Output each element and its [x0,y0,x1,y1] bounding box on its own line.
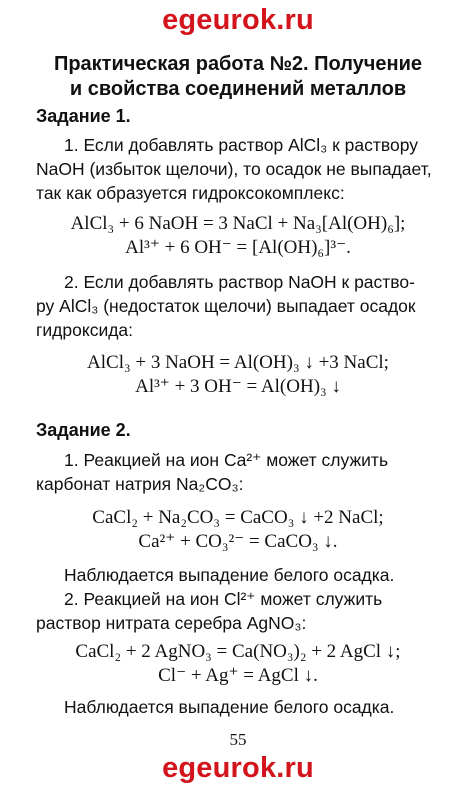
equation-line: Al³⁺ + 6 OH⁻ = [Al(OH)₆]³⁻. [125,237,351,258]
page-number: 55 [229,730,247,749]
task-1-equation-1 [0,212,476,260]
task-1-paragraph-1 [36,133,446,205]
paragraph-line: Наблюдается выпадение белого осадка. [64,565,395,585]
paragraph-line: 2. Реакцией на ион Cl²⁺ может служить [64,589,383,609]
paragraph-line: ру AlCl₃ (недостаток щелочи) выпадает осадок [36,296,416,316]
site-watermark-bottom: egeurok.ru [162,752,314,784]
equation-line: CaCl₂ + 2 AgNO₃ = Ca(NO₃)₂ + 2 AgCl ↓; [75,641,401,662]
task-2-paragraph-1 [36,448,446,496]
equation-line: AlCl₃ + 3 NaOH = Al(OH)₃ ↓ +3 NaCl; [87,352,389,373]
paragraph-line: NaOH (избыток щелочи), то осадок не выпадает, [36,159,432,179]
task-2-observation-2 [36,695,446,719]
paragraph-line: раствор нитрата серебра AgNO₃: [36,613,307,633]
task-1-equation-2 [0,351,476,399]
title-line-1: Практическая работа №2. Получение [53,53,423,75]
equation-line: Cl⁻ + Ag⁺ = AgCl ↓. [158,665,318,686]
site-watermark-top: egeurok.ru [162,4,314,36]
paragraph-line: гидроксида: [36,320,134,340]
equation-line: AlCl₃ + 6 NaOH = 3 NaCl + Na₃[Al(OH)₆]; [70,213,406,234]
equation-line: Ca²⁺ + CO₃²⁻ = CaCO₃ ↓. [138,531,338,552]
title-line-2: и свойства соединений металлов [69,78,407,100]
task-1-paragraph-2 [36,270,446,342]
task-1-heading: Задание 1. [36,106,131,126]
paragraph-line: 1. Если добавлять раствор AlCl₃ к раствору [64,135,419,155]
paragraph-line: 1. Реакцией на ион Ca²⁺ может служить [64,450,389,470]
page-title [0,52,476,102]
equation-line: Al³⁺ + 3 OH⁻ = Al(OH)₃ ↓ [135,376,341,397]
task-2-paragraph-2 [36,587,446,635]
equation-line: CaCl₂ + Na₂CO₃ = CaCO₃ ↓ +2 NaCl; [92,507,384,528]
paragraph-line: так как образуется гидроксокомплекс: [36,183,345,203]
paragraph-line: Наблюдается выпадение белого осадка. [64,697,395,717]
task-2-heading: Задание 2. [36,420,131,440]
task-2-observation-1 [36,563,446,587]
paragraph-line: карбонат натрия Na₂CO₃: [36,474,244,494]
task-2-equation-1 [0,506,476,554]
task-2-equation-2 [0,640,476,688]
paragraph-line: 2. Если добавлять раствор NaOH к раство- [64,272,415,292]
